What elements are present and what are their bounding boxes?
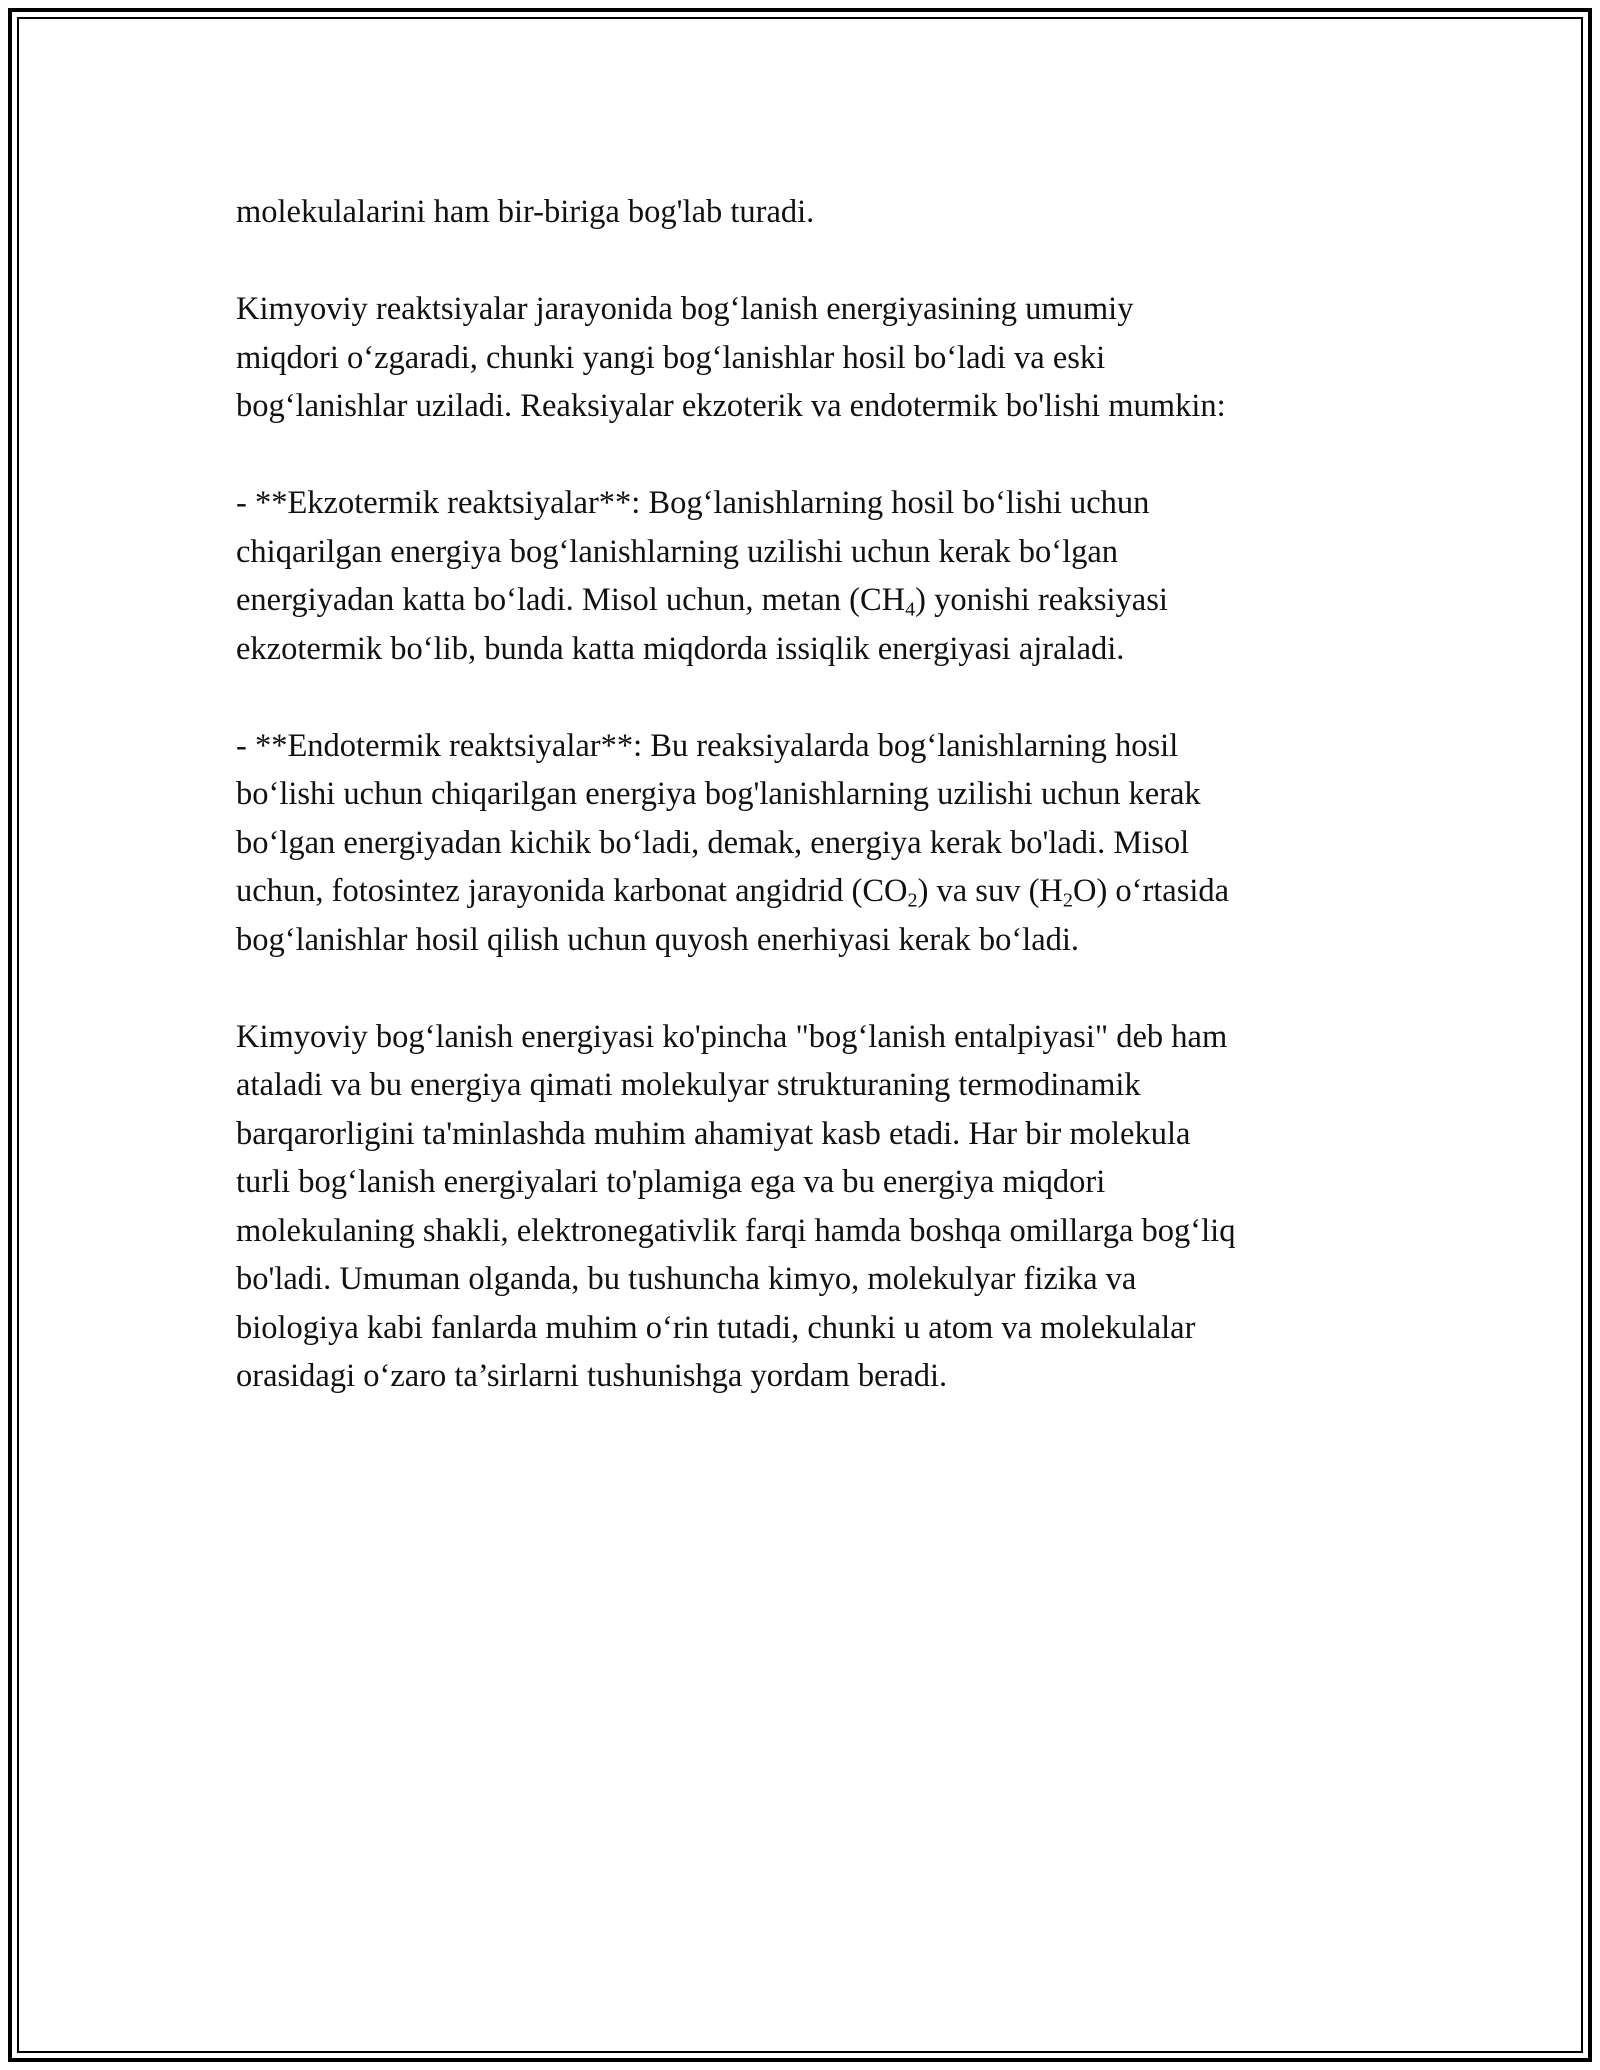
- text-fragment: uchun, fotosintez jarayonida karbonat angidrid (CO: [236, 873, 908, 909]
- document-body: [236, 188, 1376, 1449]
- paragraph-exothermic: [236, 479, 1376, 673]
- text-line: bog‘lanishlar uziladi. Reaksiyalar ekzoterik va endotermik bo'lishi mumkin:: [236, 388, 1226, 424]
- text-line: bo‘lgan energiyadan kichik bo‘ladi, demak, energiya kerak bo'ladi. Misol: [236, 824, 1190, 861]
- text-line-photosynthesis: [236, 867, 1376, 916]
- text-line: molekulaning shakli, elektronegativlik farqi hamda boshqa omillarga bog‘liq: [236, 1212, 1236, 1249]
- text-line: - **Endotermik reaktsiyalar**: Bu reaksiyalarda bog‘lanishlarning hosil: [236, 727, 1179, 764]
- text-line: bog‘lanishlar hosil qilish uchun quyosh enerhiyasi kerak bo‘ladi.: [236, 921, 1080, 958]
- subscript: 2: [907, 889, 918, 912]
- text-line: bo'ladi. Umuman olganda, bu tushuncha kimyo, molekulyar fizika va: [236, 1261, 1137, 1297]
- text-line: biologiya kabi fanlarda muhim o‘rin tutadi, chunki u atom va molekulalar: [236, 1309, 1196, 1346]
- text-fragment: O) o‘rtasida: [1072, 873, 1230, 909]
- text-line: ataladi va bu energiya qimati molekulyar strukturaning termodinamik: [236, 1067, 1141, 1103]
- text-line: barqarorligini ta'minlashda muhim ahamiyat kasb etadi. Har bir molekula: [236, 1115, 1191, 1152]
- text-line: Kimyoviy reaktsiyalar jarayonida bog‘lanish energiyasining umumiy: [236, 291, 1134, 327]
- text-line: molekulalarini ham bir-biriga bog'lab turadi.: [236, 194, 815, 230]
- text-line: Kimyoviy bog‘lanish energiyasi ko'pincha "bog‘lanish entalpiyasi" deb ham: [236, 1018, 1228, 1055]
- text-line: chiqarilgan energiya bog‘lanishlarning uzilishi uchun kerak bo‘lgan: [236, 533, 1119, 570]
- text-line: - **Ekzotermik reaktsiyalar**: Bog‘lanishlarning hosil bo‘lishi uchun: [236, 485, 1150, 521]
- text-fragment: energiyadan katta bo‘ladi. Misol uchun, metan (CH: [236, 582, 906, 618]
- subscript: 2: [1062, 889, 1073, 912]
- text-line: miqdori o‘zgaradi, chunki yangi bog‘lanishlar hosil bo‘ladi va eski: [236, 339, 1106, 376]
- text-line: bo‘lishi uchun chiqarilgan energiya bog'lanishlarning uzilishi uchun kerak: [236, 776, 1201, 812]
- paragraph-summary: [236, 1013, 1376, 1401]
- text-line: ekzotermik bo‘lib, bunda katta miqdorda issiqlik energiyasi ajraladi.: [236, 630, 1125, 667]
- text-line-methane: [236, 576, 1376, 625]
- paragraph-endothermic: [236, 722, 1376, 965]
- text-line: orasidagi o‘zaro ta’sirlarni tushunishga yordam beradi.: [236, 1358, 948, 1394]
- text-fragment: ) yonishi reaksiyasi: [915, 582, 1168, 618]
- text-fragment: ) va suv (H: [917, 873, 1063, 909]
- paragraph-1: [236, 188, 1376, 237]
- text-line: turli bog‘lanish energiyalari to'plamiga ega va bu energiya miqdori: [236, 1164, 1106, 1200]
- subscript: 4: [905, 598, 916, 621]
- paragraph-2: [236, 285, 1376, 431]
